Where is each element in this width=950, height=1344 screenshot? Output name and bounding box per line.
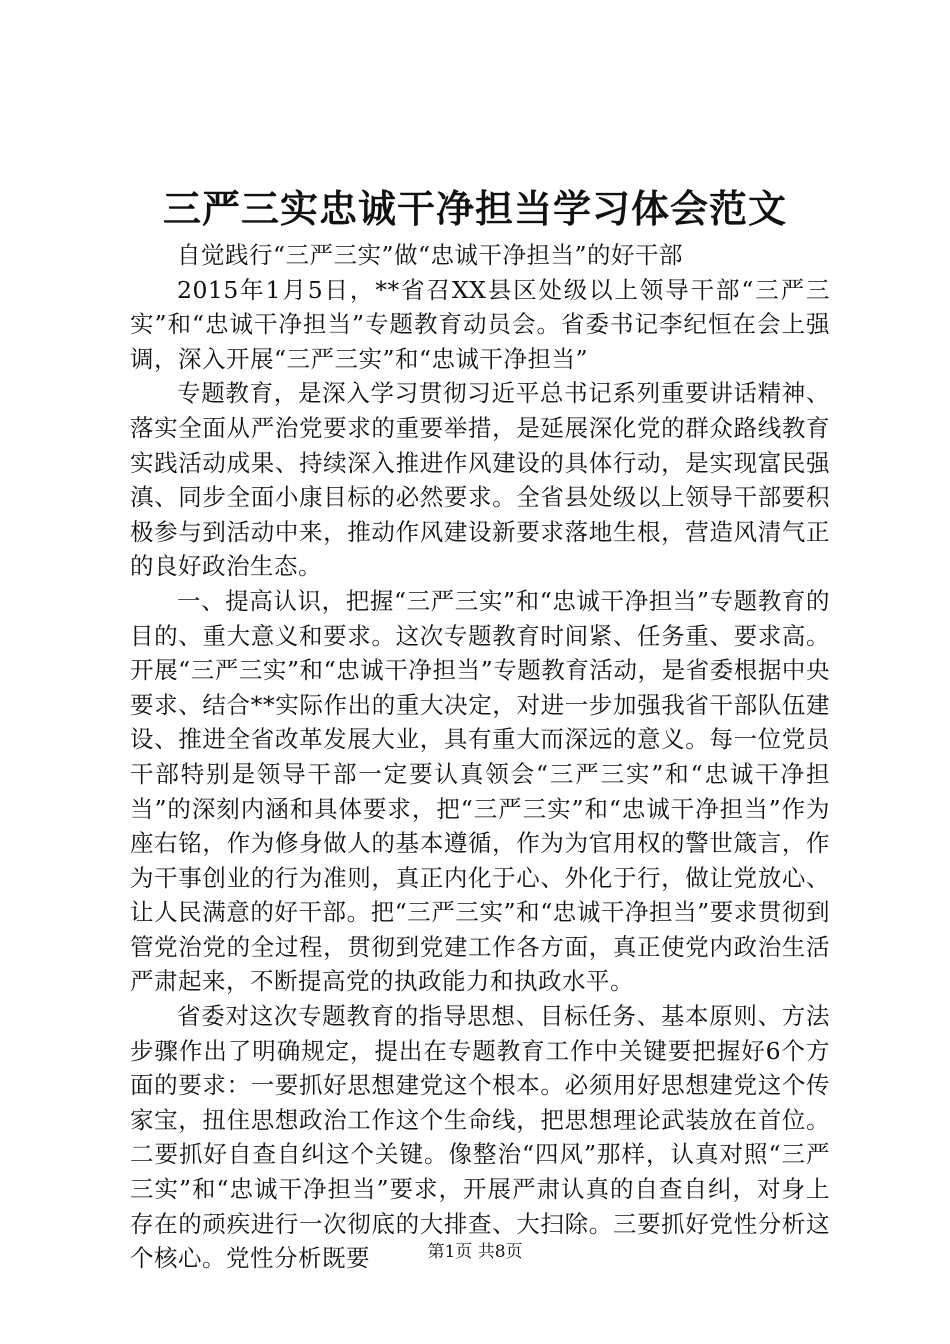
page-number-footer: 第1页 共8页: [427, 1242, 523, 1262]
document-title: 三严三实忠诚干净担当学习体会范文: [162, 186, 787, 231]
document-body: [130, 238, 830, 1276]
paragraph: 省委对这次专题教育的指导思想、目标任务、基本原则、方法步骤作出了明确规定，提出在专题教育工作中关键要把握好6个方面的要求：一要抓好思想建党这个根本。必须用好思想建党这个传家宝，扭住思想政治工作这个生命线，把思想理论武装放在首位。二要抓好自查自纠这个关键。像整治“四风”那样，认真对照“三严三实”和“忠诚干净担当”要求，开展严肃认真的自查自纠，对身上存在的顽疾进行一次彻底的大排查、大扫除。三要抓好党性分析这个核心。党性分析既要: [130, 1002, 830, 1273]
paragraph: 2015年1月5日，**省召XX县区处级以上领导干部“三严三实”和“忠诚干净担当”专题教育动员会。省委书记李纪恒在会上强调，深入开展“三严三实”和“忠诚干净担当”: [130, 275, 830, 373]
subtitle-paragraph: 自觉践行“三严三实”做“忠诚干净担当”的好干部: [177, 241, 684, 269]
paragraph: 一、提高认识，把握“三严三实”和“忠诚干净担当”专题教育的目的、重大意义和要求。这次专题教育时间紧、任务重、要求高。开展“三严三实”和“忠诚干净担当”专题教育活动，是省委根据中央要求、结合**实际作出的重大决定，对进一步加强我省干部队伍建设、推进全省改革发展大业，具有重大而深远的意义。每一位党员干部特别是领导干部一定要认真领会“三严三实”和“忠诚干净担当”的深刻内涵和具体要求，把“三严三实”和“忠诚干净担当”作为座右铭，作为修身做人的基本遵循，作为为官用权的警世箴言，作为干事创业的行为准则，真正内化于心、外化于行，做让党放心、让人民满意的好干部。把“三严三实”和“忠诚干净担当”要求贯彻到管党治党的全过程，贯彻到党建工作各方面，真正使党内政治生活严肃起来，不断提高党的执政能力和执政水平。: [130, 586, 830, 996]
paragraph: 专题教育，是深入学习贯彻习近平总书记系列重要讲话精神、落实全面从严治党要求的重要举措，是延展深化党的群众路线教育实践活动成果、持续深入推进作风建设的具体行动，是实现富民强滇、同步全面小康目标的必然要求。全省县处级以上领导干部要积极参与到活动中来，推动作风建设新要求落地生根，营造风清气正的良好政治生态。: [130, 379, 830, 581]
